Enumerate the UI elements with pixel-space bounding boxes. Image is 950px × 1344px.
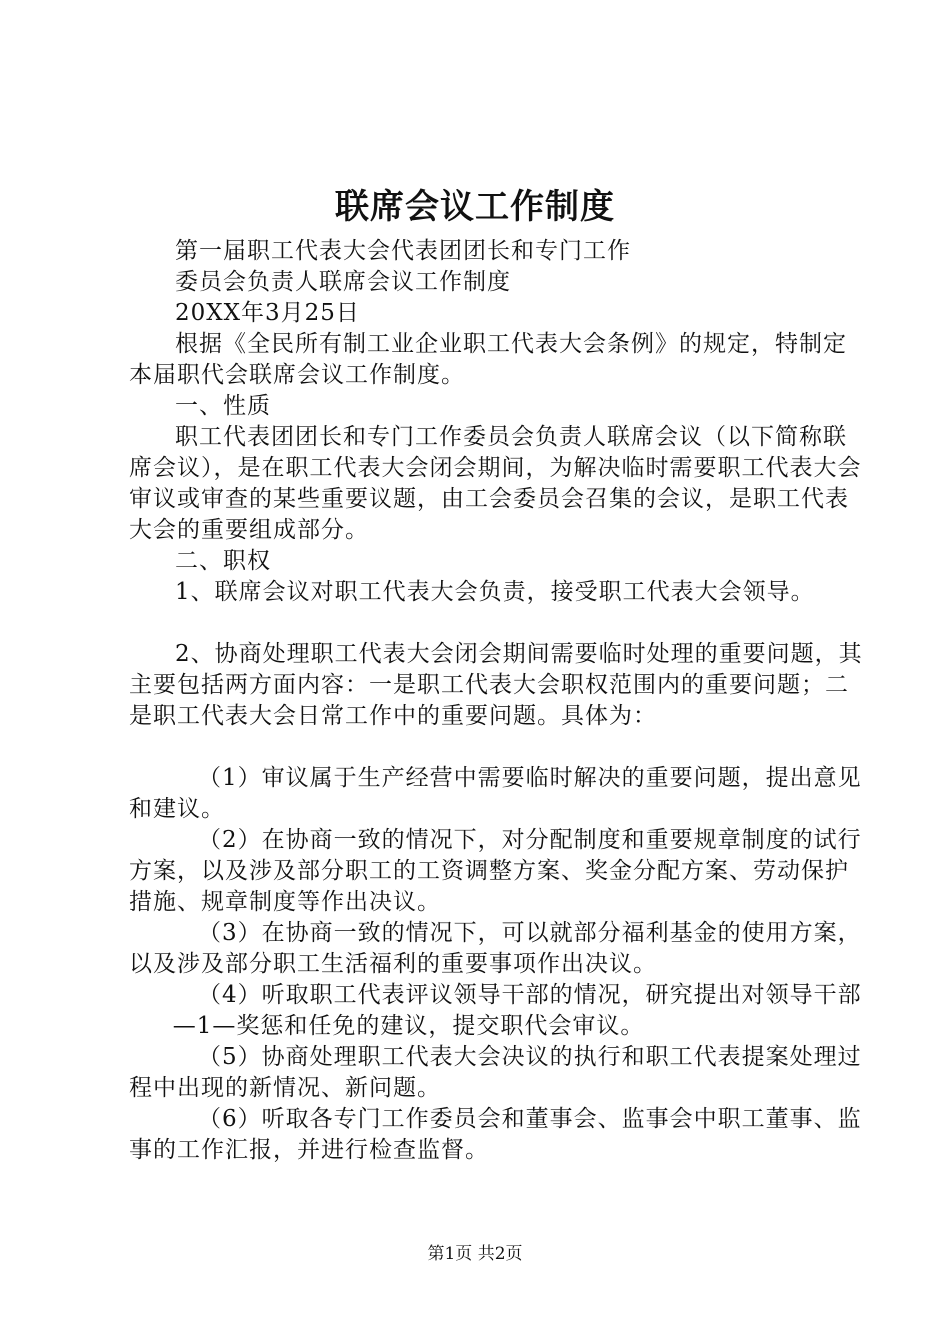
- paragraph-item-2: （2）在协商一致的情况下，对分配制度和重要规章制度的试行方案，以及涉及部分职工的工资调整方案、奖金分配方案、劳动保护措施、规章制度等作出决议。: [129, 827, 862, 915]
- paragraph-item-6: （6）听取各专门工作委员会和董事会、监事会中职工董事、监事的工作汇报，并进行检查监督。: [129, 1106, 862, 1163]
- paragraph-item-1: （1）审议属于生产经营中需要临时解决的重要问题，提出意见和建议。: [129, 765, 862, 822]
- paragraph-heading-line-1: 第一届职工代表大会代表团团长和专门工作: [175, 238, 631, 264]
- paragraph-item-4-continued: —1—奖惩和任免的建议，提交职代会审议。: [172, 1013, 645, 1039]
- paragraph-power-2: 2、协商处理职工代表大会闭会期间需要临时处理的重要问题，其主要包括两方面内容：一是职工代表大会职权范围内的重要问题；二是职工代表大会日常工作中的重要问题。具体为：: [129, 641, 863, 729]
- paragraph-item-5: （5）协商处理职工代表大会决议的执行和职工代表提案处理过程中出现的新情况、新问题。: [129, 1044, 862, 1101]
- document-body: [129, 236, 869, 1166]
- section-heading-nature: 一、性质: [175, 393, 271, 419]
- paragraph-nature: 职工代表团团长和专门工作委员会负责人联席会议（以下简称联席会议），是在职工代表大会闭会期间，为解决临时需要职工代表大会审议或审查的某些重要议题，由工会委员会召集的会议，是职工代表大会的重要组成部分。: [129, 424, 862, 543]
- paragraph-date: 20XX年3月25日: [175, 300, 360, 326]
- paragraph-intro: 根据《全民所有制工业企业职工代表大会条例》的规定，特制定本届职代会联席会议工作制度。: [129, 331, 847, 388]
- paragraph-item-4: （4）听取职工代表评议领导干部的情况，研究提出对领导干部: [198, 982, 862, 1008]
- page-number-footer: 第1页 共2页: [427, 1244, 523, 1264]
- document-title: 联席会议工作制度: [335, 187, 615, 227]
- section-heading-powers: 二、职权: [175, 548, 271, 574]
- paragraph-heading-line-2: 委员会负责人联席会议工作制度: [175, 269, 511, 295]
- paragraph-power-1: 1、联席会议对职工代表大会负责，接受职工代表大会领导。: [175, 579, 815, 605]
- paragraph-item-3: （3）在协商一致的情况下，可以就部分福利基金的使用方案，以及涉及部分职工生活福利的重要事项作出决议。: [129, 920, 862, 977]
